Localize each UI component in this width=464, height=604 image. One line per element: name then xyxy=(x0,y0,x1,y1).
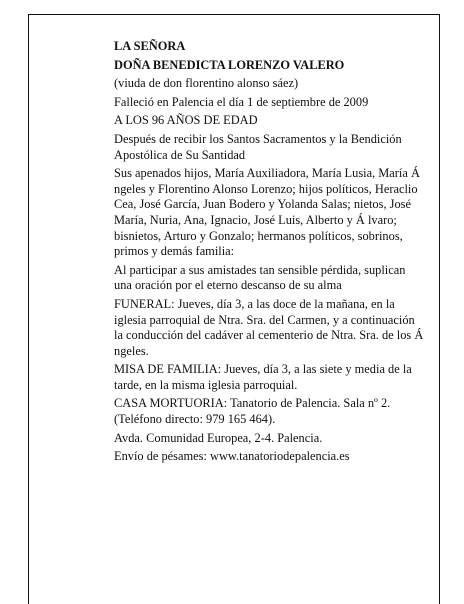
sacraments-paragraph: Después de recibir los Santos Sacramentos y la Bendición Apostólica de Su Santidad xyxy=(114,131,402,162)
obituary-notice xyxy=(114,39,424,468)
funeral-paragraph: FUNERAL: Jueves, día 3, a las doce de la mañana, en la iglesia parroquial de Ntra. Sra. del Carmen, y a continuación la conducción del cadáver al cementerio de Ntra. Sra. de los Á ngeles. xyxy=(114,296,424,358)
address-line: Avda. Comunidad Europea, 2-4. Palencia. xyxy=(114,430,323,445)
deceased-name: DOÑA BENEDICTA LORENZO VALERO xyxy=(114,57,345,72)
condolences-line: Envío de pésames: www.tanatoriodepalencia.es xyxy=(114,449,350,464)
request-paragraph: Al participar a sus amistades tan sensible pérdida, suplican una oración por el eterno descanso de su alma xyxy=(114,262,406,293)
death-line: Falleció en Palencia el día 1 de septiembre de 2009 xyxy=(114,94,369,109)
age-line: A LOS 96 AÑOS DE EDAD xyxy=(114,113,258,128)
family-paragraph: Sus apenados hijos, María Auxiliadora, María Lusia, María Á ngeles y Florentino Alonso Lorenzo; hijos políticos, Heraclio Cea, José García, Juan Bodero y Yolanda Salas; nietos, José María, Nuria, Ana, Ignacio, José Luis, Alberto y Á lvaro; bisnietos, Arturo y Gonzalo; hermanos políticos, sobrinos, primos y demás familia: xyxy=(114,166,420,259)
notice-title: LA SEÑORA xyxy=(114,39,186,53)
family-mass-paragraph: MISA DE FAMILIA: Jueves, día 3, a las siete y media de la tarde, en la misma iglesia parroquial. xyxy=(114,362,412,392)
mortuary-paragraph: CASA MORTUORIA: Tanatorio de Palencia. Sala nº 2. (Teléfono directo: 979 165 464). xyxy=(114,396,391,427)
widow-line: (viuda de don florentino alonso sáez) xyxy=(114,76,299,91)
